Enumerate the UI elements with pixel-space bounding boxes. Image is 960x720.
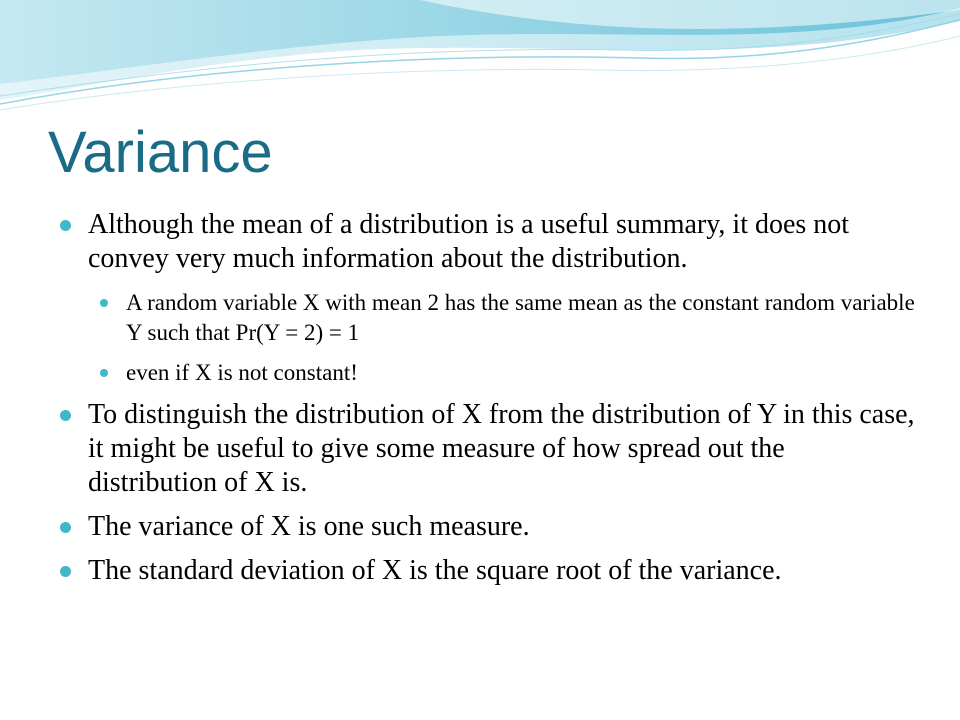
bullet-list: [60, 208, 920, 588]
bullet-item: [60, 208, 920, 388]
bullet-dot-icon: [60, 566, 71, 577]
bullet-text: The standard deviation of X is the square root of the variance.: [88, 555, 782, 586]
sub-bullet-list: [88, 288, 920, 388]
bullet-item: [60, 398, 920, 500]
sub-bullet-item: [88, 358, 920, 388]
bullet-text: The variance of X is one such measure.: [88, 511, 530, 542]
slide-body: [60, 208, 920, 598]
bullet-dot-icon: [60, 522, 71, 533]
bullet-text: To distinguish the distribution of X from the distribution of Y in this case, it might be useful to give some measure of how spread out the distribution of X is.: [88, 399, 915, 498]
slide-title: Variance: [48, 120, 273, 185]
bullet-item: [60, 510, 920, 544]
bullet-text: Although the mean of a distribution is a useful summary, it does not convey very much information about the distribution.: [88, 209, 850, 274]
bullet-dot-icon: [60, 220, 71, 231]
bullet-dot-icon: [60, 410, 71, 421]
sub-bullet-dot-icon: [100, 299, 108, 307]
bullet-item: [60, 554, 920, 588]
sub-bullet-text: even if X is not constant!: [126, 360, 358, 385]
sub-bullet-dot-icon: [100, 369, 108, 377]
sub-bullet-item: [88, 288, 920, 348]
header-wave-decoration: [0, 0, 960, 120]
sub-bullet-text: A random variable X with mean 2 has the same mean as the constant random variable Y such that Pr(Y = 2) = 1: [126, 290, 915, 345]
